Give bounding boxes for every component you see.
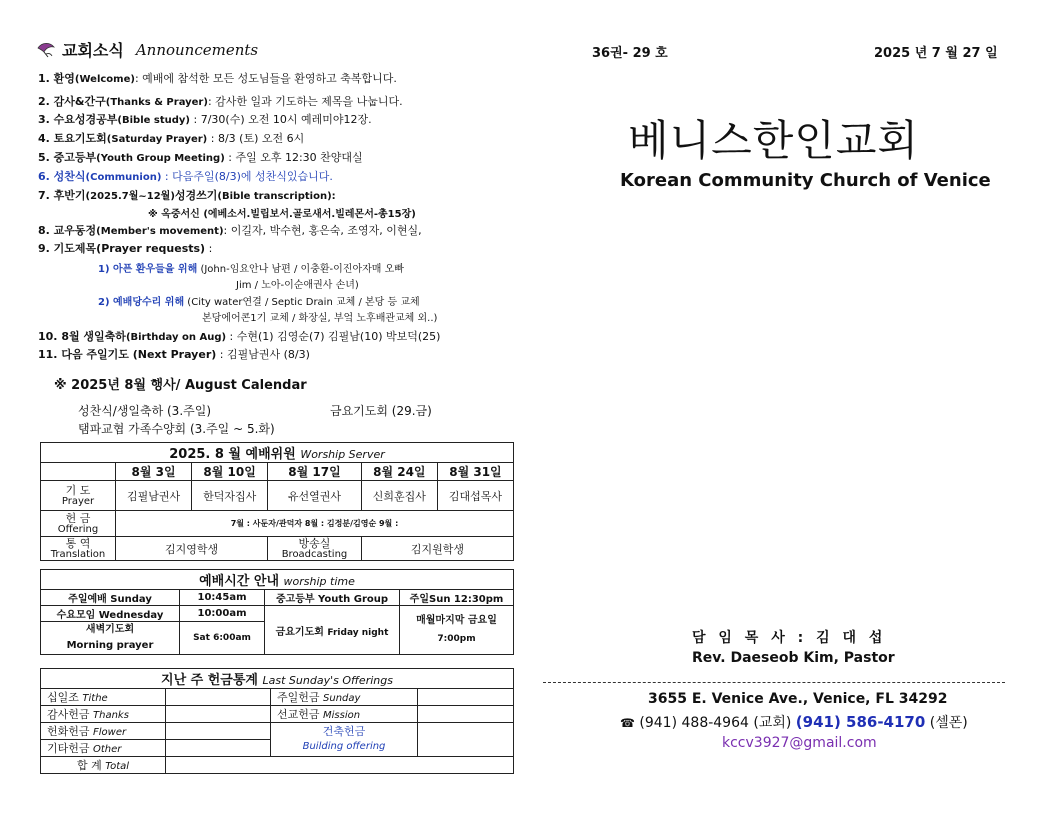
total-label: 합 계 Total (41, 757, 166, 774)
prayer-label: 기 도 Prayer (41, 481, 116, 511)
translation-label: 통 역 Translation (41, 537, 116, 561)
tithe-label: 십일조 Tithe (41, 689, 166, 706)
offerings-table (40, 668, 514, 774)
pastor-name-ko: 담 임 목 사 : 김 대 섭 (692, 630, 887, 646)
offering-cell: 7월 : 사둔자/관덕자 8월 : 김정분/김영순 9월 : (116, 511, 514, 537)
announcements-title-en: Announcements (135, 40, 259, 59)
calendar-item-1: 성찬식/생일축하 (3.주일) (78, 404, 211, 418)
church-phone: (941) 488-4964 (교회) (639, 715, 792, 731)
volume-number: 36권- 29 호 (592, 46, 668, 61)
dawn-prayer-label: 새벽기도회 Morning prayer (41, 622, 180, 655)
date-cell: 8월 3일 (116, 463, 192, 481)
calendar-item-3: 탬파교협 가족수양회 (3.주일 ~ 5.화) (78, 422, 275, 436)
date-cell: 8월 10일 (192, 463, 268, 481)
announcement-2: 2. 감사&간구(Thanks & Prayer): 감사한 일과 기도하는 제목을 나눕니다. (38, 95, 403, 108)
announcements-title-ko: 교회소식 (62, 41, 124, 60)
flower-value (166, 723, 271, 740)
mission-value (418, 706, 514, 723)
wednesday-time: 10:00am (180, 606, 265, 622)
announcement-9: 9. 기도제목(Prayer requests) : (38, 242, 213, 255)
announcement-6: 6. 성찬식(Communion) : 다음주일(8/3)에 성찬식있습니다. (38, 170, 333, 183)
mission-label: 선교헌금 Mission (271, 706, 418, 723)
announcement-1: 1. 환영(Welcome): 예배에 참석한 모든 성도님들을 환영하고 축복합니다. (38, 72, 397, 85)
sunday-service-time: 10:45am (180, 590, 265, 606)
flower-icon (36, 42, 56, 58)
worship-time-title: 예배시간 안내 worship time (41, 570, 514, 590)
phone-icon: ☎ (620, 716, 635, 730)
translation-cell: 김지영학생 (116, 537, 268, 561)
pastor-name-en: Rev. Daeseob Kim, Pastor (692, 650, 895, 666)
announcement-7-detail: ※ 옥중서신 (에베소서.빌립보서.골로새서.빌레몬서-총15장) (148, 209, 416, 220)
church-email[interactable]: kccv3927@gmail.com (722, 735, 877, 751)
announcement-3: 3. 수요성경공부(Bible study) : 7/30(수) 오전 10시 예레미야12장. (38, 113, 372, 126)
announcement-7: 7. 후반기(2025.7월~12월)성경쓰기(Bible transcription): (38, 189, 336, 202)
date-cell: 8월 24일 (361, 463, 437, 481)
corner-cell (41, 463, 116, 481)
prayer-cell: 신희훈집사 (361, 481, 437, 511)
prayer-cell: 한덕자집사 (192, 481, 268, 511)
sunday-offering-value (418, 689, 514, 706)
announcement-5: 5. 중고등부(Youth Group Meeting) : 주일 오후 12:30 찬양대실 (38, 151, 363, 164)
calendar-item-2: 금요기도회 (29.금) (330, 404, 432, 418)
church-name-en: Korean Community Church of Venice (620, 170, 991, 191)
prayer-cell: 김필남권사 (116, 481, 192, 511)
prayer-item-1-cont: Jim / 노아-이순애권사 손녀) (236, 280, 359, 291)
building-offering-label: 건축헌금 Building offering (271, 723, 418, 757)
other-value (166, 740, 271, 757)
prayer-cell: 김대섭목사 (437, 481, 513, 511)
friday-label: 금요기도회 Friday night (265, 606, 400, 655)
thanks-value (166, 706, 271, 723)
youth-group-time: 주일Sun 12:30pm (400, 590, 514, 606)
prayer-item-1: 1) 아픈 환우들을 위해 (John-임요안나 남편 / 이충환-이진아자매 오빠 (98, 264, 404, 275)
broadcast-label: 방송실 Broadcasting (268, 537, 362, 561)
wednesday-label: 수요모임 Wednesday (41, 606, 180, 622)
friday-time: 매월마지막 금요일 7:00pm (400, 606, 514, 655)
church-address: 3655 E. Venice Ave., Venice, FL 34292 (648, 691, 948, 707)
worship-time-table (40, 569, 514, 655)
building-offering-value (418, 723, 514, 757)
total-value (166, 757, 514, 774)
date-cell: 8월 31일 (437, 463, 513, 481)
other-label: 기타헌금 Other (41, 740, 166, 757)
prayer-cell: 유선열권사 (268, 481, 362, 511)
cell-phone-label: (셀폰) (929, 715, 968, 731)
youth-group-label: 중고등부 Youth Group (265, 590, 400, 606)
church-name-ko: 베니스한인교회 (628, 116, 920, 165)
announcement-4: 4. 토요기도회(Saturday Prayer) : 8/3 (토) 오전 6시 (38, 132, 305, 145)
announcement-10: 10. 8월 생일축하(Birthday on Aug) : 수현(1) 김영순(7) 김필남(10) 박보덕(25) (38, 330, 441, 343)
bulletin-date: 2025 년 7 월 27 일 (874, 46, 998, 61)
thanks-label: 감사헌금 Thanks (41, 706, 166, 723)
announcements-header (36, 38, 258, 61)
divider (543, 682, 1005, 683)
offerings-title: 지난 주 헌금통계 Last Sunday's Offerings (41, 669, 514, 689)
sunday-service-label: 주일예배 Sunday (41, 590, 180, 606)
prayer-item-2-cont: 본당에어콘1기 교체 / 화장실, 부엌 노후배관교체 외..) (202, 313, 438, 324)
announcement-8: 8. 교우동정(Member's movement): 이길자, 박수현, 홍은숙, 조영자, 이현실, (38, 224, 422, 237)
tithe-value (166, 689, 271, 706)
cell-phone: (941) 586-4170 (795, 713, 926, 731)
offering-label: 헌 금 Offering (41, 511, 116, 537)
flower-label: 헌화헌금 Flower (41, 723, 166, 740)
dawn-prayer-time: Sat 6:00am (180, 622, 265, 655)
worship-server-title: 2025. 8 월 예배위원 Worship Server (41, 443, 514, 463)
worship-server-table (40, 442, 514, 561)
calendar-title: ※ 2025년 8월 행사/ August Calendar (54, 378, 307, 393)
sunday-offering-label: 주일헌금 Sunday (271, 689, 418, 706)
date-cell: 8월 17일 (268, 463, 362, 481)
contact-phone (620, 712, 968, 732)
announcement-11: 11. 다음 주일기도 (Next Prayer) : 김필남권사 (8/3) (38, 348, 310, 361)
prayer-item-2: 2) 예배당수리 위해 (City water연결 / Septic Drain 교체 / 본당 등 교체 (98, 297, 420, 308)
broadcast-cell: 김지원학생 (361, 537, 513, 561)
